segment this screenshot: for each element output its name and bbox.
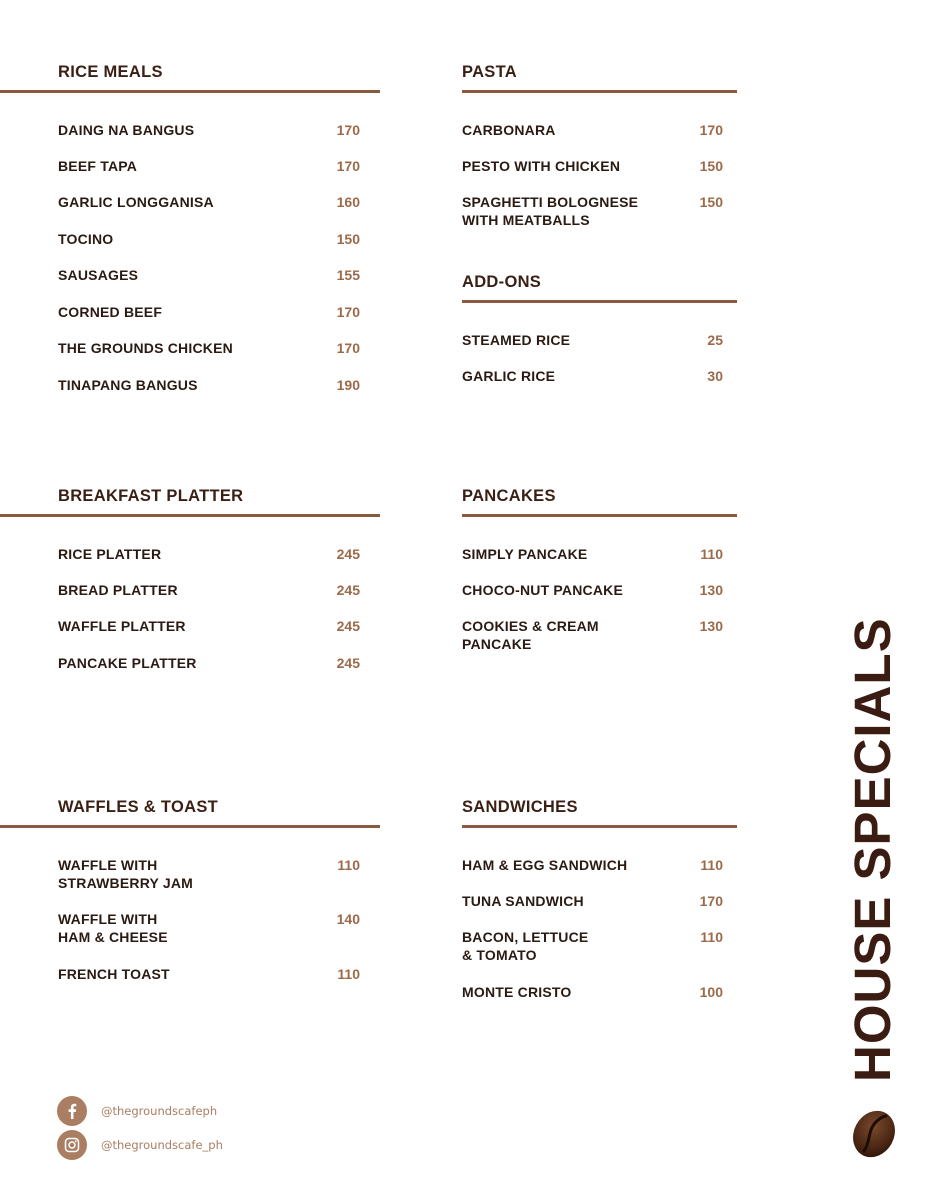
menu-item	[462, 367, 723, 385]
menu-item-name: WAFFLE PLATTER	[58, 618, 186, 634]
menu-item	[462, 121, 723, 139]
menu-item-name: TOCINO	[58, 231, 114, 247]
menu-item-name: MONTE CRISTO	[462, 984, 572, 1000]
menu-item-price: 160	[336, 194, 360, 210]
menu-item	[58, 266, 360, 284]
menu-item-name: WAFFLE WITH HAM & CHEESE	[58, 911, 168, 945]
menu-item-name: TINAPANG BANGUS	[58, 377, 198, 393]
menu-item-price: 150	[336, 231, 360, 247]
menu-item	[462, 545, 723, 563]
menu-item	[58, 339, 360, 357]
section-divider	[462, 825, 737, 828]
menu-item-name: RICE PLATTER	[58, 546, 162, 562]
menu-item-price: 170	[699, 893, 723, 909]
menu-item	[58, 121, 360, 139]
menu-item	[58, 376, 360, 394]
menu-item-price: 100	[699, 984, 723, 1000]
menu-item-name: TUNA SANDWICH	[462, 893, 584, 909]
menu-item-name: SIMPLY PANCAKE	[462, 546, 588, 562]
menu-item-name: BREAD PLATTER	[58, 582, 178, 598]
section-title: ADD-ONS	[462, 273, 542, 291]
social-facebook[interactable]	[57, 1096, 217, 1126]
menu-item-price: 170	[336, 304, 360, 320]
section-divider	[0, 514, 380, 517]
menu-item-price: 170	[336, 340, 360, 356]
menu-item	[462, 193, 723, 229]
menu-item	[462, 617, 723, 653]
menu-item-name: CHOCO-NUT PANCAKE	[462, 582, 624, 598]
menu-item-price: 170	[336, 122, 360, 138]
menu-item-name: FRENCH TOAST	[58, 966, 170, 982]
menu-item-name: WAFFLE WITH STRAWBERRY JAM	[58, 857, 194, 891]
menu-item	[58, 617, 360, 635]
menu-item	[58, 856, 360, 892]
menu-item-name: CORNED BEEF	[58, 304, 163, 320]
menu-item-price: 245	[336, 618, 360, 634]
menu-item	[58, 193, 360, 211]
instagram-icon	[57, 1130, 87, 1160]
section-title: WAFFLES & TOAST	[58, 798, 219, 816]
menu-item	[462, 983, 723, 1001]
instagram-handle: @thegroundscafe_ph	[101, 1138, 223, 1152]
menu-item	[58, 545, 360, 563]
social-instagram[interactable]	[57, 1130, 223, 1160]
menu-item-name: THE GROUNDS CHICKEN	[58, 340, 233, 356]
menu-item-price: 245	[336, 546, 360, 562]
menu-item	[462, 856, 723, 874]
menu-item-name: BACON, LETTUCE & TOMATO	[462, 929, 589, 963]
section-divider	[0, 825, 380, 828]
facebook-icon	[57, 1096, 87, 1126]
menu-item-price: 110	[700, 546, 723, 562]
menu-item	[462, 157, 723, 175]
menu-item-price: 155	[336, 267, 360, 283]
section-divider	[0, 90, 380, 93]
menu-item	[462, 892, 723, 910]
menu-item	[462, 581, 723, 599]
menu-item	[58, 910, 360, 946]
menu-item-price: 170	[699, 122, 723, 138]
menu-item-price: 110	[337, 966, 360, 982]
section-title: BREAKFAST PLATTER	[58, 487, 244, 505]
menu-item-price: 170	[336, 158, 360, 174]
menu-item-name: COOKIES & CREAM PANCAKE	[462, 618, 599, 652]
menu-item	[58, 965, 360, 983]
menu-item-name: GARLIC LONGGANISA	[58, 194, 214, 210]
menu-item	[58, 230, 360, 248]
menu-item-price: 140	[336, 911, 360, 927]
menu-item-name: PESTO WITH CHICKEN	[462, 158, 621, 174]
section-divider	[462, 300, 737, 303]
coffee-bean-icon	[851, 1108, 897, 1160]
menu-item-name: PANCAKE PLATTER	[58, 655, 197, 671]
menu-item-price: 110	[700, 857, 723, 873]
section-title: PASTA	[462, 63, 517, 81]
menu-item-price: 130	[699, 582, 723, 598]
menu-item-price: 245	[336, 582, 360, 598]
menu-item-name: STEAMED RICE	[462, 332, 571, 348]
section-title: PANCAKES	[462, 487, 556, 505]
menu-item-name: GARLIC RICE	[462, 368, 556, 384]
section-divider	[462, 514, 737, 517]
menu-item-price: 30	[707, 368, 723, 384]
menu-item	[58, 581, 360, 599]
menu-item-name: HAM & EGG SANDWICH	[462, 857, 628, 873]
menu-item-name: DAING NA BANGUS	[58, 122, 195, 138]
menu-item-name: CARBONARA	[462, 122, 556, 138]
menu-item	[462, 331, 723, 349]
menu-item-price: 25	[707, 332, 723, 348]
menu-item	[462, 928, 723, 964]
menu-item-price: 150	[699, 158, 723, 174]
menu-item-name: SAUSAGES	[58, 267, 139, 283]
menu-item-price: 110	[700, 929, 723, 945]
facebook-handle: @thegroundscafeph	[101, 1104, 218, 1118]
menu-item-price: 245	[336, 655, 360, 671]
menu-item	[58, 303, 360, 321]
section-title: RICE MEALS	[58, 63, 163, 81]
menu-item-price: 150	[699, 194, 723, 210]
menu-item-name: BEEF TAPA	[58, 158, 138, 174]
menu-item-price: 110	[337, 857, 360, 873]
page-title: HOUSE SPECIALS	[844, 617, 901, 1082]
menu-item	[58, 654, 360, 672]
menu-item	[58, 157, 360, 175]
section-divider	[462, 90, 737, 93]
menu-item-price: 190	[336, 377, 360, 393]
menu-item-name: SPAGHETTI BOLOGNESE WITH MEATBALLS	[462, 194, 639, 228]
section-title: SANDWICHES	[462, 798, 578, 816]
menu-item-price: 130	[699, 618, 723, 634]
